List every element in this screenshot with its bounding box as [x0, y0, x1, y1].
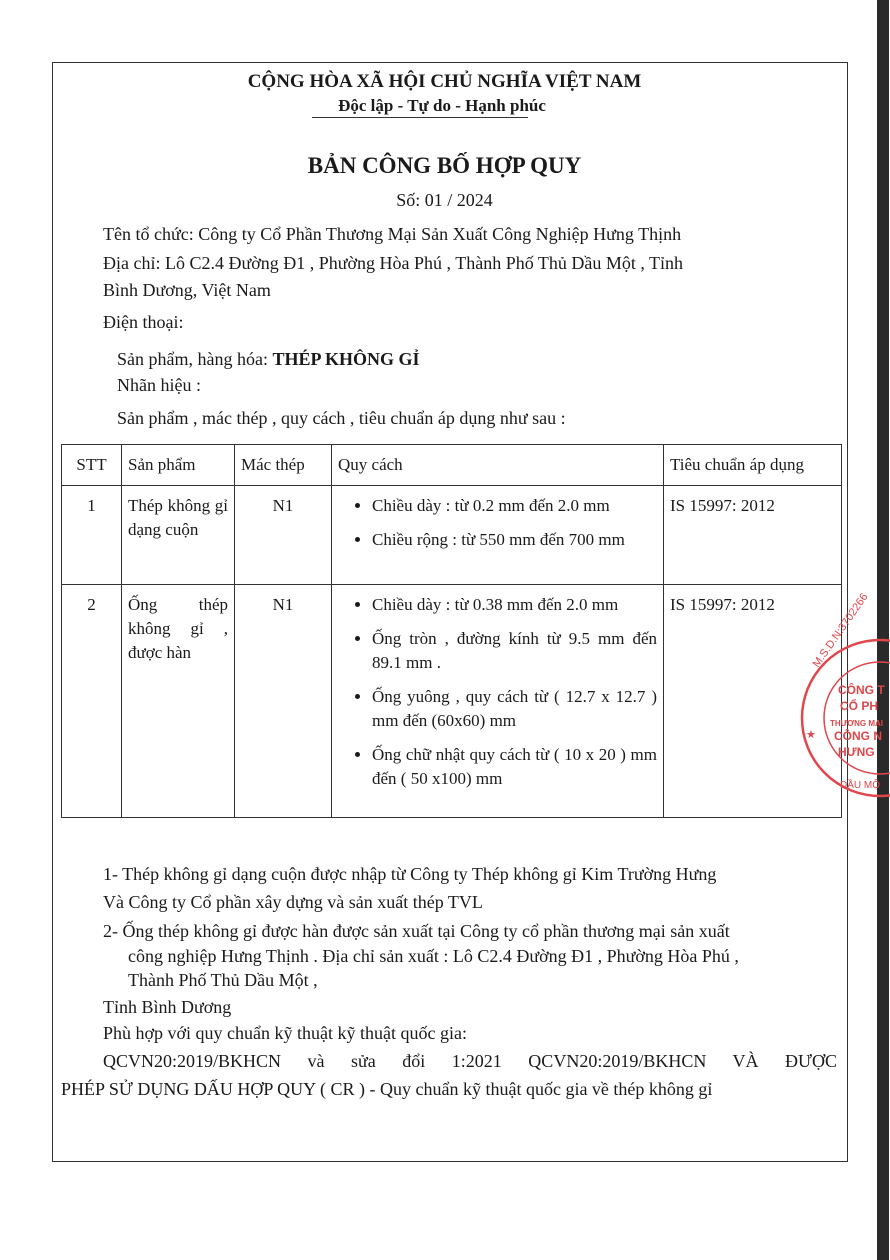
cell-grade: N1 [235, 486, 332, 585]
cell-product: Ống thép không gỉ , được hàn [122, 585, 235, 818]
scan-edge [877, 0, 889, 1260]
product-table [61, 444, 842, 818]
header-spec: Quy cách [332, 445, 664, 486]
brand-label: Nhãn hiệu : [117, 375, 201, 395]
motto-underline [312, 117, 528, 118]
svg-text:DẦU MỘ: DẦU MỘ [840, 780, 880, 791]
spec-item: • Chiều dày : từ 0.2 mm đến 2.0 mm [372, 494, 657, 518]
svg-text:THƯƠNG MẠI: THƯƠNG MẠI [830, 719, 884, 728]
spec-item: • Ống chữ nhật quy cách từ ( 10 x 20 ) mm đến ( 50 x100) mm [372, 743, 657, 791]
address-line-1: Địa chỉ: Lô C2.4 Đường Đ1 , Phường Hòa Phú , Thành Phố Thủ Dầu Một , Tỉnh [103, 253, 684, 273]
country-heading: CỘNG HÒA XÃ HỘI CHỦ NGHĨA VIỆT NAM [247, 71, 642, 92]
spec-item: • Chiều dày : từ 0.38 mm đến 2.0 mm [372, 593, 657, 617]
svg-text:CỔ PH: CỔ PH [840, 699, 879, 713]
note-1a: 1- Thép không gỉ dạng cuộn được nhập từ Công ty Thép không gỉ Kim Trường Hưng [103, 864, 717, 884]
header-stt: STT [62, 445, 122, 486]
organization-name: Tên tổ chức: Công ty Cổ Phần Thương Mại Sản Xuất Công Nghiệp Hưng Thịnh [103, 224, 682, 244]
cell-spec [332, 585, 664, 818]
motto: Độc lập - Tự do - Hạnh phúc [338, 96, 546, 115]
address-line-2: Bình Dương, Việt Nam [103, 280, 271, 300]
conformity-statement: Phù hợp với quy chuẩn kỹ thuật kỹ thuật quốc gia: [103, 1023, 467, 1043]
product-line [117, 349, 420, 371]
cell-standard: IS 15997: 2012 [664, 486, 842, 585]
header-product: Sản phẩm [122, 445, 235, 486]
spec-item: • Ống yuông , quy cách từ ( 12.7 x 12.7 ) mm đến (60x60) mm [372, 685, 657, 733]
svg-text:CÔNG N: CÔNG N [834, 729, 882, 743]
table-row [62, 585, 842, 818]
product-value: THÉP KHÔNG GỈ [272, 349, 420, 369]
document-title: BẢN CÔNG BỐ HỢP QUY [307, 153, 582, 178]
cell-standard: IS 15997: 2012 [664, 585, 842, 818]
table-row [62, 486, 842, 585]
phone-label: Điện thoại: [103, 312, 184, 332]
document-number: Số: 01 / 2024 [396, 190, 493, 210]
company-seal [790, 591, 890, 798]
note-2c: Thành Phố Thủ Dầu Một , [128, 970, 318, 990]
note-2b: công nghiệp Hưng Thịnh . Địa chỉ sản xuất : Lô C2.4 Đường Đ1 , Phường Hòa Phú , [128, 946, 739, 966]
cell-spec [332, 486, 664, 585]
regulation-line-2: PHÉP SỬ DỤNG DẤU HỢP QUY ( CR ) - Quy chuẩn kỹ thuật quốc gia về thép không gỉ [61, 1079, 713, 1099]
note-2a: 2- Ống thép không gỉ được hàn được sản xuất tại Công ty cổ phần thương mại sản xuất [103, 921, 730, 941]
regulation-line-1: QCVN20:2019/BKHCN và sửa đổi 1:2021 QCVN20:2019/BKHCN VÀ ĐƯỢC [103, 1051, 837, 1071]
header-grade: Mác thép [235, 445, 332, 486]
table-header-row [62, 445, 842, 486]
spec-item: • Ống tròn , đường kính từ 9.5 mm đến 89.1 mm . [372, 627, 657, 675]
cell-grade: N1 [235, 585, 332, 818]
spec-item: • Chiều rộng : từ 550 mm đến 700 mm [372, 528, 657, 552]
svg-text:★: ★ [806, 729, 816, 741]
table-intro: Sản phẩm , mác thép , quy cách , tiêu chuẩn áp dụng như sau : [117, 408, 566, 428]
note-2d: Tỉnh Bình Dương [103, 997, 232, 1017]
cell-stt: 2 [62, 585, 122, 818]
svg-text:CÔNG T: CÔNG T [838, 683, 885, 697]
svg-text:M.S.D.N:3702266: M.S.D.N:3702266 [810, 591, 871, 670]
header-standard: Tiêu chuẩn áp dụng [664, 445, 842, 486]
svg-text:HƯNG: HƯNG [838, 745, 875, 759]
note-1b: Và Công ty Cổ phần xây dựng và sản xuất thép TVL [103, 892, 483, 912]
product-label: Sản phẩm, hàng hóa: [117, 349, 273, 369]
cell-stt: 1 [62, 486, 122, 585]
cell-product: Thép không gỉ dạng cuộn [122, 486, 235, 585]
